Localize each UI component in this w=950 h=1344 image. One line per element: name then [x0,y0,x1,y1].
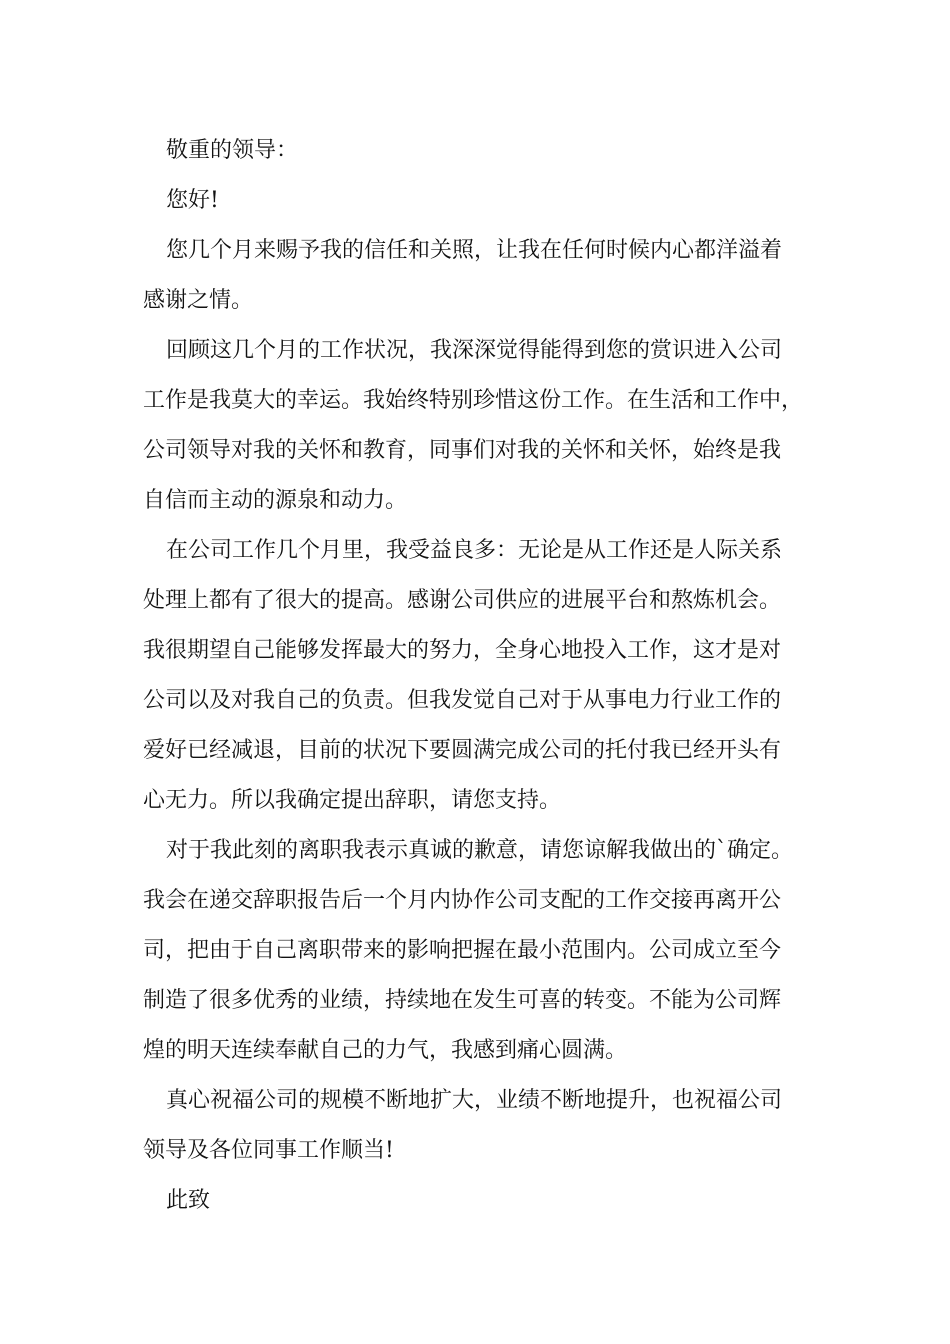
paragraph-line: 公司以及对我自己的负责。但我发觉自己对于从事电力行业工作的 [143,688,782,713]
closing: 此致 [166,1188,211,1213]
paragraph-line: 心无力。所以我确定提出辞职，请您支持。 [143,788,562,813]
paragraph-line: 回顾这几个月的工作状况，我深深觉得能得到您的赏识进入公司 [166,338,783,363]
paragraph-line: 对于我此刻的离职我表示真诚的歉意，请您谅解我做出的`确定。 [166,838,794,863]
paragraph-line: 司，把由于自己离职带来的影响把握在最小范围内。公司成立至今 [143,938,782,963]
paragraph-line: 公司领导对我的关怀和教育，同事们对我的关怀和关怀，始终是我 [143,438,782,463]
salutation: 敬重的领导： [166,138,299,163]
paragraph-line: 自信而主动的源泉和动力。 [143,488,408,513]
paragraph-line: 我会在递交辞职报告后一个月内协作公司支配的工作交接再离开公 [143,888,782,913]
paragraph-line: 我很期望自己能够发挥最大的努力，全身心地投入工作，这才是对 [143,638,782,663]
paragraph-line: 爱好已经减退，目前的状况下要圆满完成公司的托付我已经开头有 [143,738,782,763]
paragraph-line: 感谢之情。 [143,288,254,313]
paragraph-line: 领导及各位同事工作顺当! [143,1138,394,1163]
paragraph-line: 煌的明天连续奉献自己的力气，我感到痛心圆满。 [143,1038,628,1063]
paragraph-line: 工作是我莫大的幸运。我始终特别珍惜这份工作。在生活和工作中， [143,388,804,413]
greeting: 您好! [166,188,219,213]
paragraph-line: 制造了很多优秀的业绩，持续地在发生可喜的转变。不能为公司辉 [143,988,782,1013]
paragraph-line: 您几个月来赐予我的信任和关照，让我在任何时候内心都洋溢着 [166,238,783,263]
paragraph-line: 真心祝福公司的规模不断地扩大，业绩不断地提升，也祝福公司 [166,1088,783,1113]
paragraph-line: 在公司工作几个月里，我受益良多：无论是从工作还是人际关系 [166,538,783,563]
paragraph-line: 处理上都有了很大的提高。感谢公司供应的进展平台和熬炼机会。 [143,588,782,613]
